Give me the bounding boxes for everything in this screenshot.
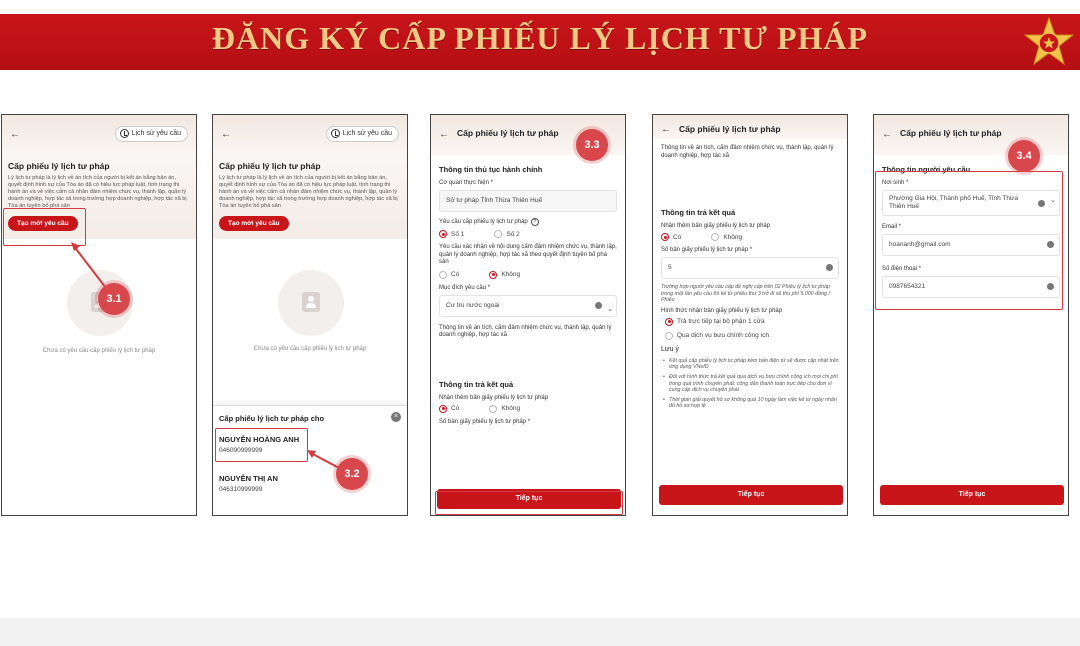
section-requester: Thông tin người yêu cầu <box>882 165 971 174</box>
person-id: 046310999999 <box>219 486 263 493</box>
sheet-title: Cấp phiếu lý lịch tư pháp cho <box>219 414 325 423</box>
document-icon <box>302 292 320 312</box>
copy-count-label: Số bản giấy phiếu lý lịch tư pháp * <box>661 247 753 253</box>
history-button[interactable] <box>326 126 399 142</box>
banner <box>0 14 1080 70</box>
continue-button[interactable]: Tiếp tục <box>437 489 621 509</box>
highlight-requester-info <box>875 171 1063 310</box>
radio-so-1[interactable]: Số 1 <box>439 230 464 238</box>
step-badge-3-1: 3.1 <box>98 283 130 315</box>
admin-form <box>431 155 625 433</box>
person-name: NGUYỄN HOÀNG ANH <box>219 435 300 444</box>
phone-field[interactable]: 0987654321 <box>882 276 1060 298</box>
page-title: Cấp phiếu lý lịch tư pháp <box>219 161 321 171</box>
note-item: • Đối với hình thức trả kết quả qua dịch vụ bưu chính công ích mọi chi phí trong quá trình chuyển phát, công dân thanh toán trực tiếp cho đơn vị cung cấp dịch vụ chuyển phát <box>669 374 839 394</box>
copy-count-label: Số bản giấy phiếu lý lịch tư pháp * <box>439 418 531 425</box>
person-name: NGUYỄN THỊ AN <box>219 474 278 483</box>
back-arrow-icon[interactable]: ← <box>10 129 20 140</box>
intro-text: Lý lịch tư pháp là lý lịch về án tích của người bị kết án bằng bản án, quyết định hình sự của Tòa án đã có hiệu lực pháp luật, tình trạng thi hành án và về việc cấm cả nhân đảm nhiệm chức vụ, thành lập, quản lý doanh nghiệp, hợp tác xã trong trường hợp doanh nghiệp, hợp tác xã bị Tòa án tuyên bố phá sản <box>8 175 187 209</box>
method-label: Hình thức nhận bản giấy phiếu lý lịch tư pháp <box>661 307 783 314</box>
extra-copy-label: Nhận thêm bản giấy phiếu lý lịch tư pháp <box>439 394 549 401</box>
extra-copy-radios <box>661 233 839 241</box>
page-title: Cấp phiếu lý lịch tư pháp <box>457 128 559 138</box>
continue-button[interactable]: Tiếp tục <box>880 485 1064 505</box>
fee-note: Trường hợp người yêu cầu cấp đề nghị cấp trên 02 Phiếu lý lịch tư pháp trong một lần yêu cầu thì kể từ phiếu thứ 3 trở đi sẽ thu phí 5.000 đồng / Phiếu <box>661 284 830 304</box>
header <box>2 115 196 155</box>
info-text: Thông tin về án tích, cấm đảm nhiệm chức vụ, thành lập, quản lý doanh nghiệp, hợp tác xã <box>439 324 612 338</box>
email-field[interactable]: hoananh@gmail.com <box>882 234 1060 256</box>
extra-copy-label: Nhận thêm bản giấy phiếu lý lịch tư pháp <box>661 223 771 229</box>
section-result: Thông tin trả kết quả <box>439 379 514 389</box>
empty-text: Chưa có yêu cầu cấp phiếu lý lịch tư pháp <box>42 348 156 354</box>
request-type-label: Yêu cầu cấp phiếu lý lịch tư pháp ? <box>439 218 617 226</box>
radio-no[interactable]: Không <box>489 271 520 279</box>
birthplace-label: Nơi sinh * <box>882 180 909 186</box>
confirm-radios <box>439 271 617 279</box>
help-icon[interactable]: ? <box>531 218 539 226</box>
birthplace-select[interactable]: Phường Gia Hội, Thành phố Huế, Tỉnh Thừa Thiên Huế ⌄ <box>882 190 1060 216</box>
chevron-down-icon: ⌄ <box>1050 197 1056 204</box>
purpose-label: Mục đích yêu cầu * <box>439 284 491 291</box>
header <box>213 115 407 155</box>
new-request-button[interactable]: Tạo mới yêu cầu <box>8 216 78 231</box>
page-title: Cấp phiếu lý lịch tư pháp <box>8 161 110 171</box>
step-badge-3-2: 3.2 <box>336 458 368 490</box>
empty-illustration <box>278 270 344 336</box>
method-radio-1 <box>665 318 839 326</box>
history-button[interactable] <box>115 126 188 142</box>
radio-direct[interactable]: Trả trực tiếp tại bộ phận 1 cửa <box>665 318 765 326</box>
purpose-select[interactable]: Cư trú nước ngoài ⌄ <box>439 295 617 317</box>
close-icon[interactable]: × <box>391 412 401 422</box>
back-arrow-icon[interactable]: ← <box>661 124 671 135</box>
radio-yes[interactable]: Có <box>439 271 459 279</box>
extra-copy-radios <box>439 405 617 413</box>
section-result: Thông tin trả kết quả <box>661 208 736 217</box>
intro-section <box>213 155 407 239</box>
person-id: 046090999999 <box>219 447 263 454</box>
page-title: Cấp phiếu lý lịch tư pháp <box>679 124 781 134</box>
phone-screen-3 <box>430 114 626 516</box>
request-type-radios <box>439 230 617 238</box>
note-item: • Kết quả cấp phiếu lý lịch tư pháp kèm bản điện tử sẽ được cập nhật trên ứng dụng VNeID <box>669 358 839 371</box>
police-emblem-icon <box>1022 16 1076 70</box>
agency-field[interactable]: Sở tư pháp Tỉnh Thừa Thiên Huế <box>439 190 617 212</box>
banner-title: ĐĂNG KÝ CẤP PHIẾU LÝ LỊCH TƯ PHÁP <box>211 20 869 56</box>
step-badge-3-4: 3.4 <box>1008 140 1040 172</box>
history-button-label: Lịch sử yêu cầu <box>342 130 392 137</box>
clear-icon[interactable] <box>826 264 833 271</box>
notes-title: Lưu ý <box>661 345 679 353</box>
radio-no[interactable]: Không <box>489 405 520 413</box>
radio-no[interactable]: Không <box>711 233 742 241</box>
back-arrow-icon[interactable]: ← <box>882 129 892 140</box>
clock-icon <box>331 129 340 138</box>
chevron-down-icon: ⌄ <box>607 305 613 313</box>
top-text: Thông tin về án tích, cấm đảm nhiệm chức vụ, thành lập, quản lý doanh nghiệp, hợp tác xã <box>661 145 834 159</box>
empty-text: Chưa có yêu cầu cấp phiếu lý lịch tư pháp <box>253 346 367 352</box>
method-radio-2 <box>665 332 839 340</box>
note-item: • Thời gian giải quyết hồ sơ không quá 10 ngày làm việc kể từ ngày nhận đủ hồ sơ hợp lệ <box>669 397 839 410</box>
confirm-label: Yêu cầu xác nhận về nội dung cấm đảm nhiệm chức vụ, thành lập, quản lý doanh nghiệp, hợp tác xã theo quyết định tuyên bố phá sản <box>439 244 617 265</box>
step-badge-3-3: 3.3 <box>576 129 608 161</box>
radio-yes[interactable]: Có <box>439 405 459 413</box>
section-admin: Thông tin thủ tục hành chính <box>439 165 543 174</box>
copy-count-field[interactable]: 5 <box>661 257 839 279</box>
agency-label: Cơ quan thực hiện * <box>439 180 493 186</box>
header <box>874 115 1068 155</box>
phone-screen-4 <box>652 114 848 516</box>
phone-label: Số điện thoại * <box>882 266 922 272</box>
highlight-person <box>215 428 308 462</box>
phone-screen-1 <box>1 114 197 516</box>
clear-icon[interactable] <box>595 302 602 309</box>
radio-so-2[interactable]: Số 2 <box>494 230 519 238</box>
result-form <box>653 139 847 414</box>
footer-band <box>0 618 1080 646</box>
person-item[interactable] <box>219 474 278 493</box>
history-button-label: Lịch sử yêu cầu <box>131 130 181 137</box>
new-request-button[interactable]: Tạo mới yêu cầu <box>219 216 289 231</box>
highlight-continue <box>435 491 623 515</box>
clock-icon <box>120 129 129 138</box>
back-arrow-icon[interactable]: ← <box>221 129 231 140</box>
email-label: Email * <box>882 224 902 230</box>
radio-postal[interactable]: Qua dịch vụ bưu chính công ích <box>665 332 769 340</box>
intro-text: Lý lịch tư pháp là lý lịch về án tích của người bị kết án bằng bản án, quyết định hình sự của Tòa án đã có hiệu lực pháp luật, tình trạng thi hành án và về việc cấm cả nhân đảm nhiệm chức vụ, thành lập, quản lý doanh nghiệp, hợp tác xã trong trường hợp doanh nghiệp, hợp tác xã bị Tòa án tuyên bố phá sản <box>219 175 398 209</box>
continue-button[interactable]: Tiếp tục <box>659 485 843 505</box>
page-title: Cấp phiếu lý lịch tư pháp <box>900 128 1002 138</box>
header <box>653 115 847 139</box>
back-arrow-icon[interactable]: ← <box>439 129 449 140</box>
radio-yes[interactable]: Có <box>661 233 681 241</box>
